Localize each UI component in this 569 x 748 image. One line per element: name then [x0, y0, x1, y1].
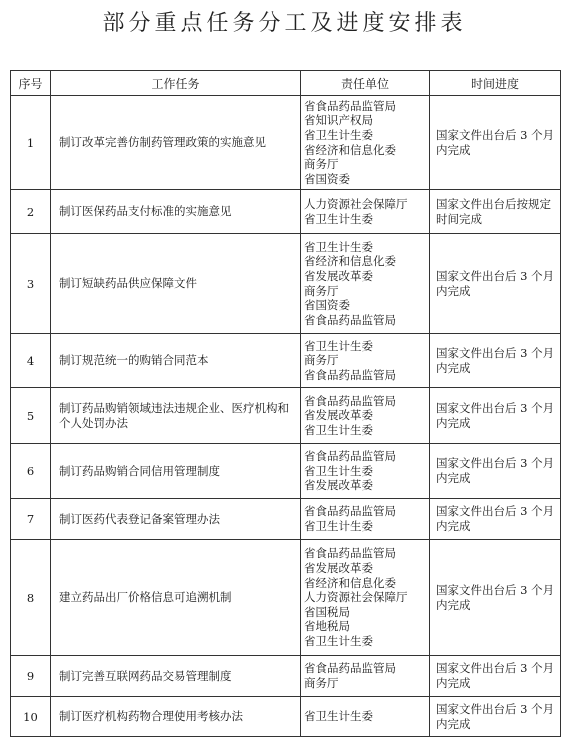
header-time: 时间进度: [430, 71, 561, 96]
unit-item: 省发展改革委: [304, 478, 373, 493]
row-number: 1: [11, 96, 51, 190]
unit-item: 省卫生计生委: [304, 519, 373, 533]
row-time: 国家文件出台后 3 个月内完成: [430, 499, 561, 540]
table-row: [11, 334, 561, 388]
row-time: 国家文件出台后按规定时间完成: [430, 190, 561, 234]
row-units: [301, 96, 430, 190]
table-row: [11, 96, 561, 190]
row-units: [301, 499, 430, 540]
unit-item: 省食品药品监管局: [304, 661, 396, 676]
task-table: [10, 70, 561, 737]
table-row: [11, 697, 561, 737]
header-no: 序号: [11, 71, 51, 96]
unit-item: 省经济和信息化委: [304, 575, 396, 590]
row-task: 制订药品购销合同信用管理制度: [51, 444, 301, 499]
row-time: 国家文件出台后 3 个月内完成: [430, 96, 561, 190]
page-title: 部分重点任务分工及进度安排表: [102, 11, 467, 36]
row-number: 9: [11, 656, 51, 697]
row-task: 制订短缺药品供应保障文件: [51, 234, 301, 334]
row-number: 3: [11, 234, 51, 334]
row-number: 10: [11, 697, 51, 737]
table-row: [11, 388, 561, 444]
row-number: 6: [11, 444, 51, 499]
unit-item: 省食品药品监管局: [304, 312, 396, 327]
row-time: 国家文件出台后 3 个月内完成: [430, 540, 561, 656]
unit-item: 省地税局: [304, 619, 350, 634]
unit-item: 省卫生计生委: [304, 633, 373, 648]
unit-item: 人力资源社会保障厅: [304, 590, 408, 605]
unit-item: 省经济和信息化委: [304, 254, 396, 269]
row-task: 制订医保药品支付标准的实施意见: [51, 190, 301, 234]
row-time: 国家文件出台后 3 个月内完成: [430, 234, 561, 334]
unit-item: 省食品药品监管局: [304, 367, 396, 382]
row-units: [301, 190, 430, 234]
table-row: [11, 656, 561, 697]
row-time: 国家文件出台后 3 个月内完成: [430, 697, 561, 737]
unit-item: 省卫生计生委: [304, 709, 373, 724]
row-task: 制订完善互联网药品交易管理制度: [51, 656, 301, 697]
row-time: 国家文件出台后 3 个月内完成: [430, 388, 561, 444]
table-row: [11, 540, 561, 656]
table-row: [11, 190, 561, 234]
row-units: [301, 234, 430, 334]
row-time: 国家文件出台后 3 个月内完成: [430, 334, 561, 388]
table-header-row: [11, 71, 561, 96]
header-unit: 责任单位: [301, 71, 430, 96]
unit-item: 省卫生计生委: [304, 463, 373, 478]
unit-item: 省食品药品监管局: [304, 504, 396, 519]
row-number: 2: [11, 190, 51, 234]
row-units: [301, 656, 430, 697]
row-task: 建立药品出厂价格信息可追溯机制: [51, 540, 301, 656]
row-time: 国家文件出台后 3 个月内完成: [430, 656, 561, 697]
header-task: 工作任务: [51, 71, 301, 96]
unit-item: 省发展改革委: [304, 408, 373, 423]
unit-item: 商务厅: [304, 283, 339, 298]
unit-item: 省卫生计生委: [304, 239, 373, 254]
table-row: [11, 499, 561, 540]
unit-item: 省经济和信息化委: [304, 142, 396, 157]
unit-item: 省发展改革委: [304, 268, 373, 283]
unit-item: 省发展改革委: [304, 561, 373, 576]
row-units: [301, 444, 430, 499]
unit-item: 省卫生计生委: [304, 422, 373, 437]
unit-item: 商务厅: [304, 676, 339, 690]
unit-item: 人力资源社会保障厅: [304, 196, 408, 211]
row-task: 制订规范统一的购销合同范本: [51, 334, 301, 388]
table-row: [11, 234, 561, 334]
row-units: [301, 388, 430, 444]
row-units: [301, 334, 430, 388]
unit-item: 省国税局: [304, 604, 350, 619]
unit-item: 省食品药品监管局: [304, 546, 396, 561]
unit-item: 商务厅: [304, 157, 339, 172]
row-number: 4: [11, 334, 51, 388]
unit-item: 省卫生计生委: [304, 338, 373, 353]
table-row: [11, 444, 561, 499]
row-units: [301, 697, 430, 737]
row-task: 制订医疗机构药物合理使用考核办法: [51, 697, 301, 737]
unit-item: 省知识产权局: [304, 113, 373, 128]
row-number: 8: [11, 540, 51, 656]
unit-item: 省国资委: [304, 298, 350, 313]
row-units: [301, 540, 430, 656]
row-task: 制订医药代表登记备案管理办法: [51, 499, 301, 540]
row-number: 7: [11, 499, 51, 540]
unit-item: 商务厅: [304, 353, 339, 368]
unit-item: 省卫生计生委: [304, 127, 373, 142]
unit-item: 省食品药品监管局: [304, 393, 396, 408]
unit-item: 省食品药品监管局: [304, 449, 396, 464]
row-number: 5: [11, 388, 51, 444]
unit-item: 省国资委: [304, 171, 350, 186]
unit-item: 省卫生计生委: [304, 211, 373, 226]
row-time: 国家文件出台后 3 个月内完成: [430, 444, 561, 499]
unit-item: 省食品药品监管局: [304, 98, 396, 113]
row-task: 制订改革完善仿制药管理政策的实施意见: [51, 96, 301, 190]
row-task: 制订药品购销领域违法违规企业、医疗机构和个人处罚办法: [51, 388, 301, 444]
